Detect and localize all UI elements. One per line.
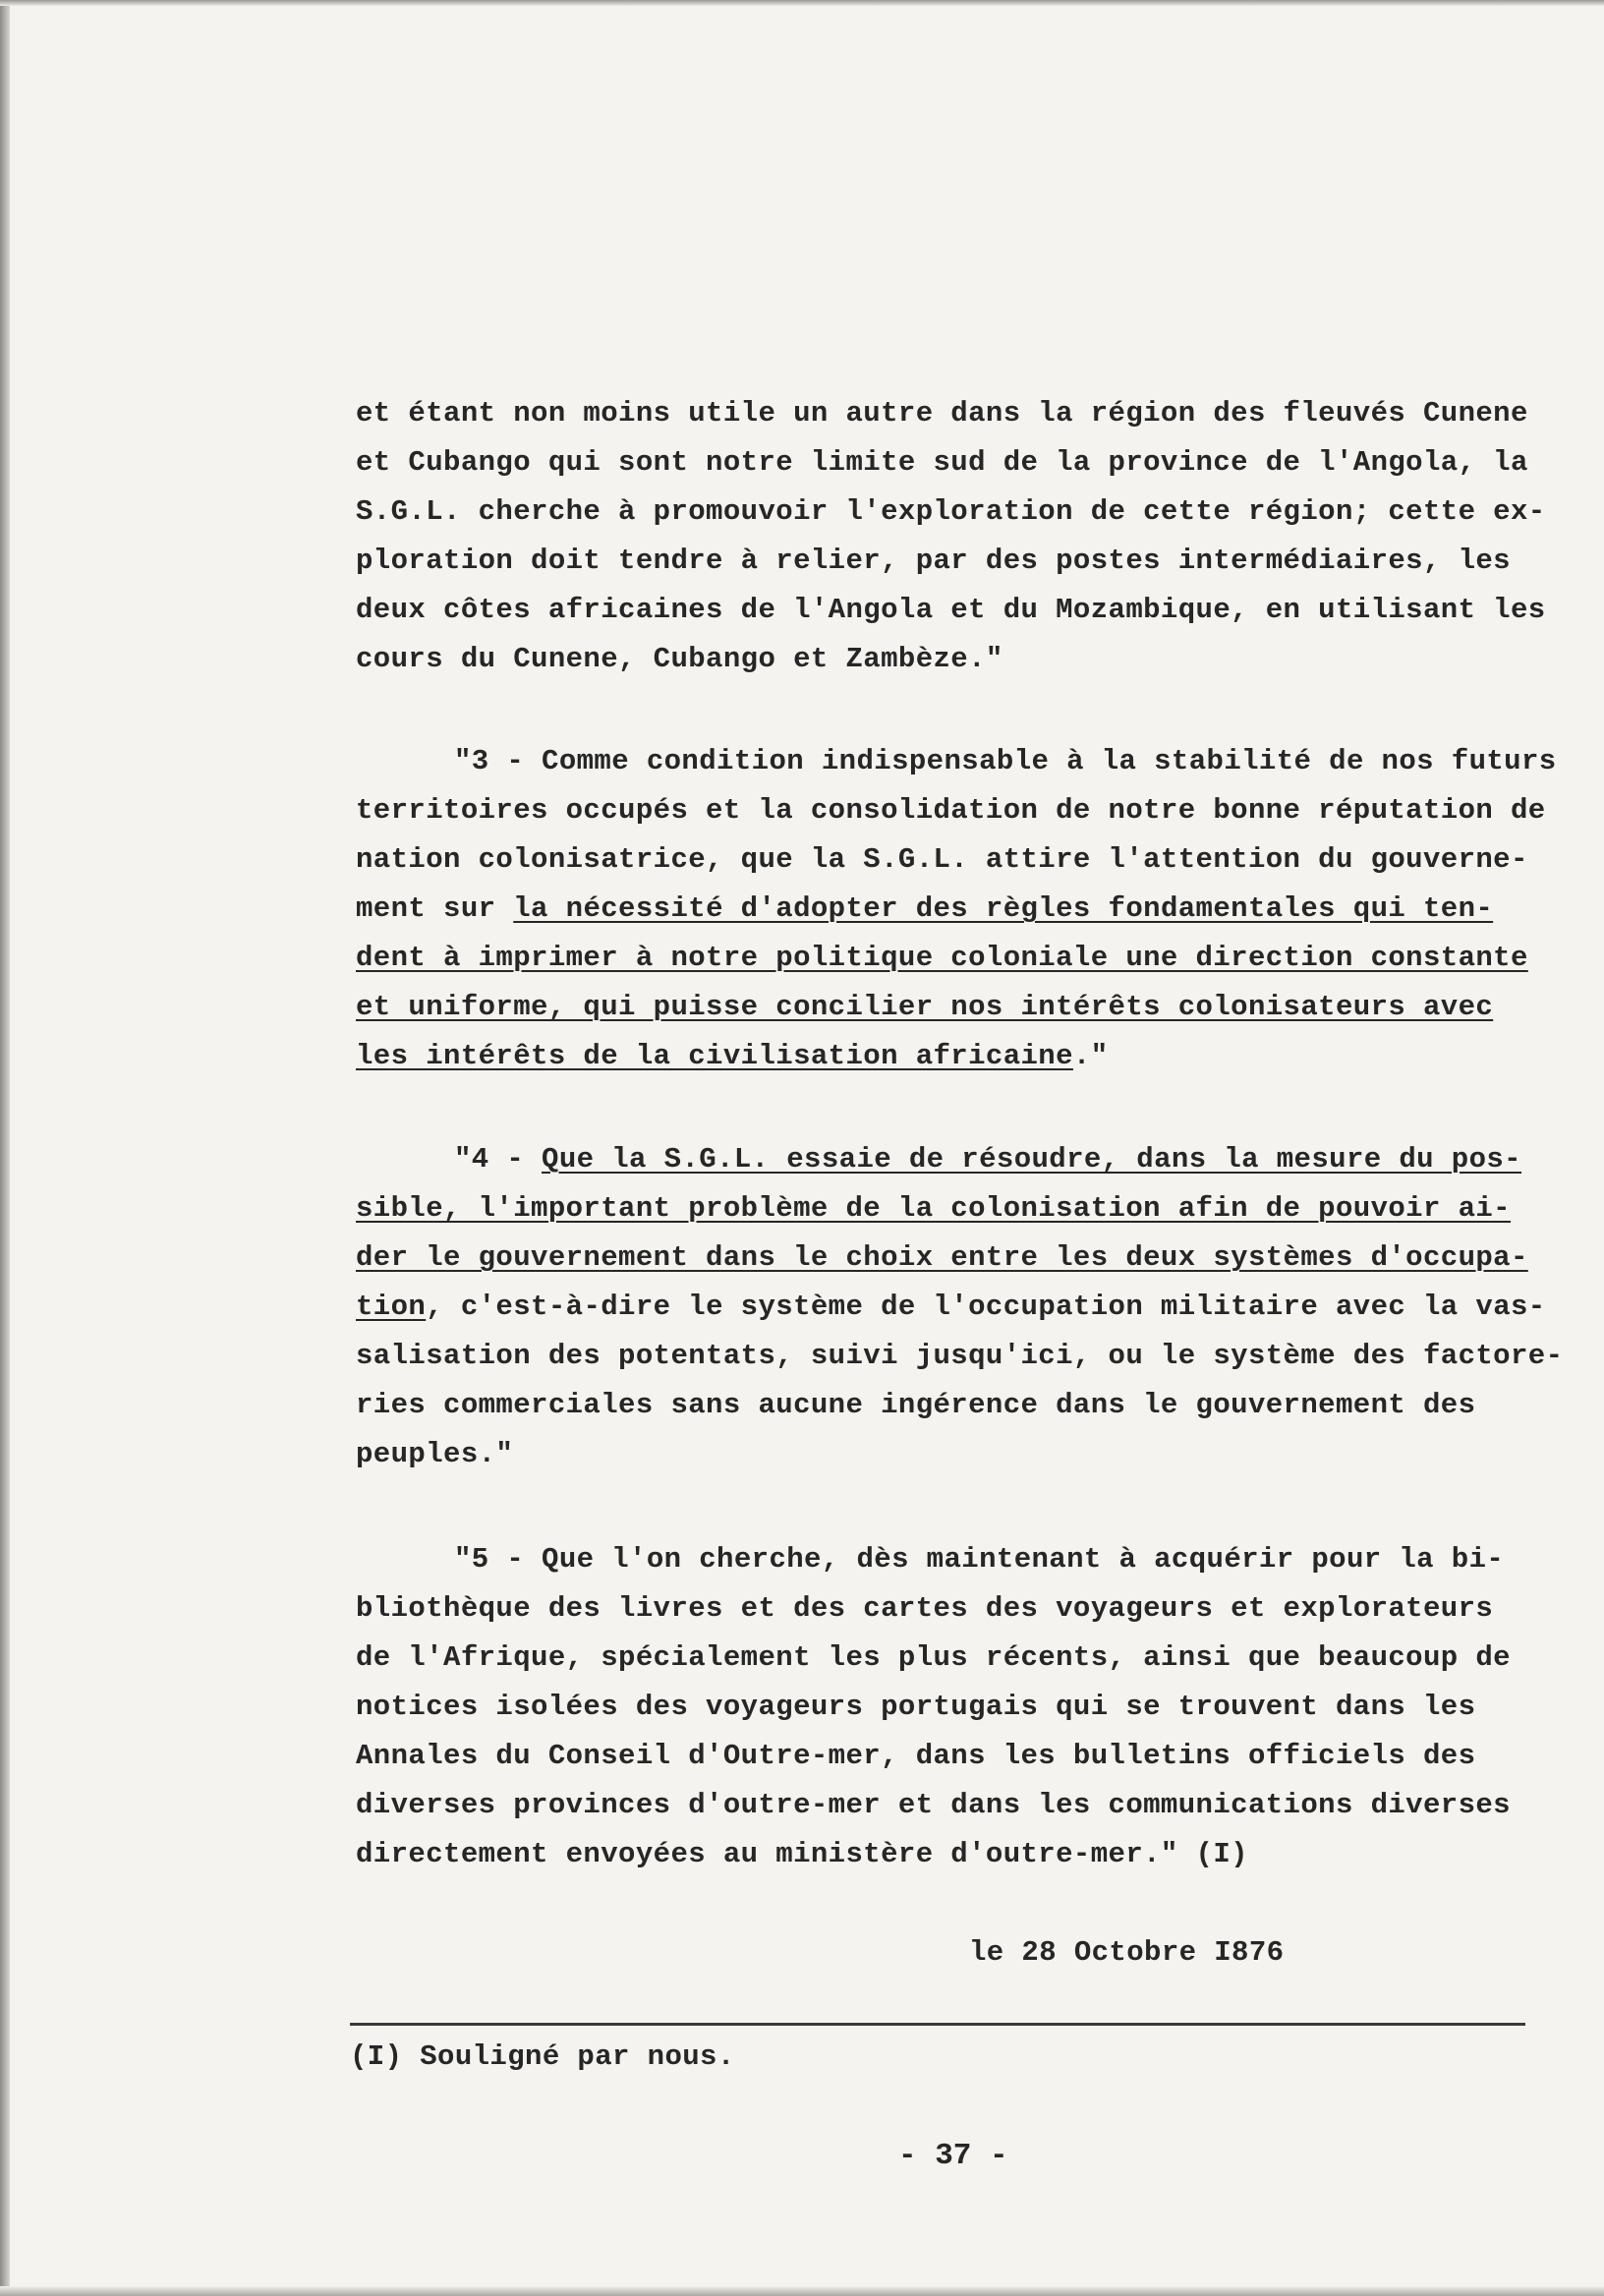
text-line: "3 - Comme condition indispensable à la stabilité de nos futurs <box>454 745 1557 777</box>
text-line: deux côtes africaines de l'Angola et du Mozambique, en utilisant les <box>356 594 1546 626</box>
scan-edge-bottom <box>0 2286 1604 2296</box>
text-line: Annales du Conseil d'Outre-mer, dans les bulletins officiels des <box>356 1740 1476 1772</box>
paragraph-continued <box>356 389 1546 684</box>
text-line: S.G.L. cherche à promouvoir l'exploration de cette région; cette ex- <box>356 495 1546 528</box>
text-line: cours du Cunene, Cubango et Zambèze." <box>356 643 1003 675</box>
text-line <box>356 1283 1546 1332</box>
page-number: - 37 - <box>898 2139 1008 2173</box>
text-line: ploration doit tendre à relier, par des postes intermédiaires, les <box>356 545 1511 577</box>
text-line: et Cubango qui sont notre limite sud de la province de l'Angola, la <box>356 446 1528 479</box>
text-line: notices isolées des voyageurs portugais qui se trouvent dans les <box>356 1691 1476 1723</box>
text-line: diverses provinces d'outre-mer et dans les communications diverses <box>356 1789 1511 1821</box>
underlined-text: la nécessité d'adopter des règles fondamentales qui ten- <box>513 892 1494 925</box>
text-line: "5 - Que l'on cherche, dès maintenant à acquérir pour la bi- <box>454 1543 1505 1576</box>
underlined-text: tion <box>356 1291 427 1323</box>
text-line: salisation des potentats, suivi jusqu'ici, ou le système des factore- <box>356 1340 1564 1372</box>
text-line <box>356 1135 1525 1184</box>
footnote-divider <box>350 2023 1525 2026</box>
text-segment: ." <box>1072 1040 1109 1072</box>
paragraph-item-4 <box>356 1135 1564 1479</box>
text-line: nation colonisatrice, que la S.G.L. attire l'attention du gouverne- <box>356 843 1528 876</box>
underlined-text-line: dent à imprimer à notre politique coloniale une direction constante <box>356 942 1528 974</box>
text-line: directement envoyées au ministère d'outre-mer." (I) <box>356 1838 1248 1870</box>
underlined-text: Que la S.G.L. essaie de résoudre, dans la mesure du pos- <box>542 1143 1521 1176</box>
underlined-text-line: sible, l'important problème de la colonisation afin de pouvoir ai- <box>356 1192 1511 1225</box>
paragraph-item-5 <box>356 1535 1525 1879</box>
text-line: ries commerciales sans aucune ingérence dans le gouvernement des <box>356 1389 1476 1421</box>
paragraph-item-3 <box>356 737 1557 1081</box>
document-date: le 28 Octobre I876 <box>969 1936 1285 1969</box>
text-line <box>356 1032 1525 1081</box>
underlined-text: les intérêts de la civilisation africaine <box>356 1040 1073 1072</box>
scan-edge-left <box>0 0 10 2296</box>
text-line <box>356 885 1525 934</box>
footnote: (I) Souligné par nous. <box>350 2040 735 2073</box>
text-line: bliothèque des livres et des cartes des voyageurs et explorateurs <box>356 1592 1494 1625</box>
text-segment: ment sur <box>356 892 514 925</box>
text-line: territoires occupés et la consolidation de notre bonne réputation de <box>356 794 1546 827</box>
text-line: peuples." <box>356 1438 514 1470</box>
text-line: de l'Afrique, spécialement les plus récents, ainsi que beaucoup de <box>356 1641 1511 1674</box>
underlined-text-line: der le gouvernement dans le choix entre les deux systèmes d'occupa- <box>356 1241 1528 1274</box>
text-line: et étant non moins utile un autre dans la région des fleuvés Cunene <box>356 397 1528 430</box>
text-segment: , c'est-à-dire le système de l'occupation militaire avec la vas- <box>426 1291 1546 1323</box>
text-segment: "4 - <box>454 1143 543 1176</box>
scan-edge-top <box>0 0 1604 6</box>
underlined-text-line: et uniforme, qui puisse concilier nos intérêts colonisateurs avec <box>356 991 1494 1023</box>
